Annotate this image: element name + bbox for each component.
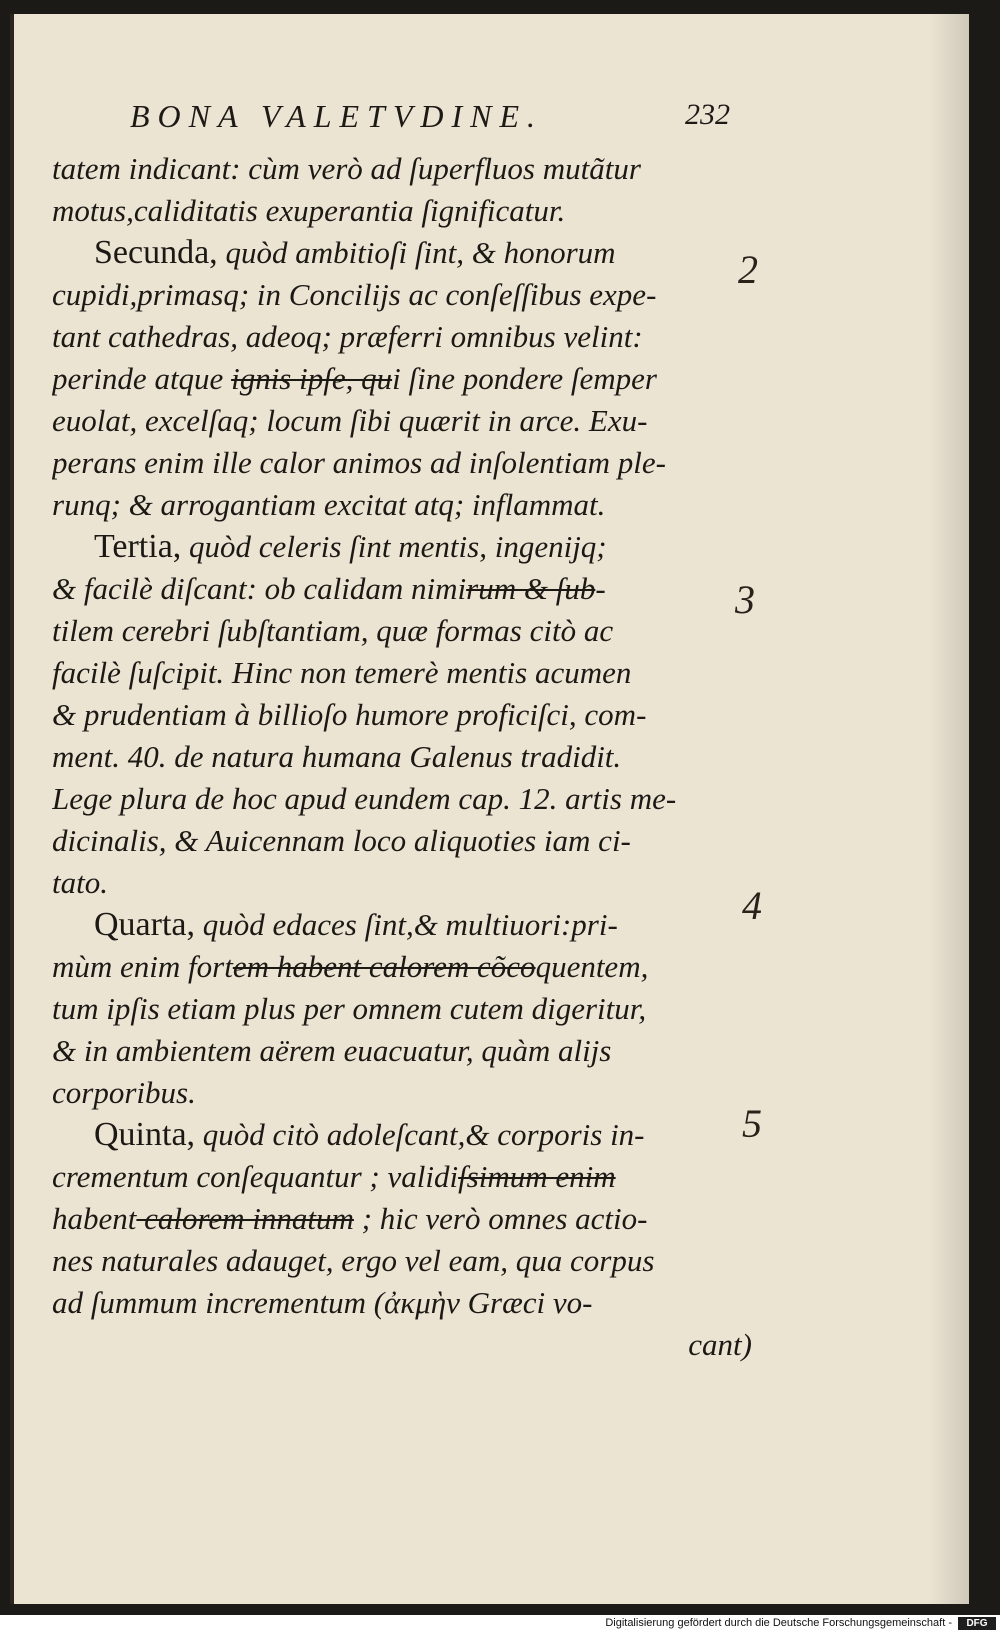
text-line [52, 148, 752, 190]
struck-text: rum & ſub [466, 571, 596, 606]
page-number: 232 [685, 98, 730, 131]
running-head: BONA VALETVDINE. [130, 98, 544, 134]
text-line [52, 316, 752, 358]
line-text: runq; & arrogantiam excitat atq; inflammat. [52, 487, 606, 522]
text-line [52, 442, 752, 484]
line-text: i ſine pondere ſemper [392, 361, 657, 396]
dfg-logo: DFG [958, 1617, 996, 1630]
line-text: tant cathedras, adeoq; præferri omnibus velint: [52, 319, 643, 354]
line-text: euolat, excelſaq; locum ſibi quærit in arce. Exu- [52, 403, 648, 438]
section-lead-word: Secunda, [94, 234, 218, 271]
struck-text: em habent calorem cõco [232, 949, 536, 984]
text-line [52, 1282, 752, 1324]
line-text: motus,caliditatis exuperantia ſignificatur. [52, 193, 566, 228]
text-line [52, 526, 752, 568]
line-text: cant) [688, 1327, 752, 1362]
line-text: ; hic verò omnes actio- [353, 1201, 648, 1236]
text-line [52, 904, 752, 946]
line-text: quòd celeris ſint mentis, ingenijq; [181, 529, 607, 564]
line-text: dicinalis, & Auicennam loco aliquoties iam ci- [52, 823, 631, 858]
text-line [52, 190, 752, 232]
text-line [52, 652, 752, 694]
text-line [52, 1114, 752, 1156]
footer-credit: Digitalisierung gefördert durch die Deutsche Forschungsgemeinschaft - [605, 1617, 952, 1629]
line-text: habent [52, 1201, 137, 1236]
line-text: tum ipſis etiam plus per omnem cutem digeritur, [52, 991, 647, 1026]
text-line [52, 988, 752, 1030]
line-text: mùm enim fort [52, 949, 233, 984]
line-text: quòd ambitioſi ſint, & honorum [217, 235, 616, 270]
line-text: perans enim ille calor animos ad inſolentiam ple- [52, 445, 666, 480]
line-text: & facilè diſcant: ob calidam nimi [52, 571, 467, 606]
text-line [52, 946, 752, 988]
line-text: & prudentiam à billioſo humore proficiſci, com- [52, 697, 647, 732]
margin-note-2: 2 [738, 247, 758, 292]
margin-note-4: 4 [742, 883, 762, 928]
text-line [52, 778, 752, 820]
line-text: - [595, 571, 606, 606]
text-line [52, 232, 752, 274]
line-text: Lege plura de hoc apud eundem cap. 12. artis me- [52, 781, 677, 816]
line-text: ment. 40. de natura humana Galenus tradidit. [52, 739, 622, 774]
text-line [52, 1030, 752, 1072]
section-lead-word: Quarta, [94, 906, 196, 943]
struck-text: ſsimum enim [458, 1159, 616, 1194]
line-text: & in ambientem aërem euacuatur, quàm alijs [52, 1033, 612, 1068]
text-line [52, 610, 752, 652]
text-line [52, 694, 752, 736]
page-header [130, 98, 730, 138]
line-text: corporibus. [52, 1075, 196, 1110]
margin-note-3: 3 [735, 577, 755, 622]
text-line [52, 1324, 752, 1366]
line-text: perinde atque [52, 361, 232, 396]
text-line [52, 736, 752, 778]
line-text: tilem cerebri ſubſtantiam, quæ formas citò ac [52, 613, 614, 648]
text-line [52, 1198, 752, 1240]
line-text: facilè ſuſcipit. Hinc non temerè mentis acumen [52, 655, 632, 690]
line-text: quòd citò adoleſcant,& corporis in- [195, 1117, 645, 1152]
text-line [52, 1240, 752, 1282]
text-line [52, 820, 752, 862]
struck-text: calorem innatum [136, 1201, 354, 1236]
text-line [52, 862, 752, 904]
line-text: tato. [52, 865, 108, 900]
text-line [52, 274, 752, 316]
margin-note-5: 5 [742, 1101, 762, 1146]
text-line [52, 400, 752, 442]
line-text: tatem indicant: cùm verò ad ſuperfluos mutãtur [52, 151, 641, 186]
line-text: crementum conſequantur ; validi [52, 1159, 459, 1194]
section-lead-word: Quinta, [94, 1116, 196, 1153]
line-text: nes naturales adauget, ergo vel eam, qua corpus [52, 1243, 655, 1278]
text-line [52, 358, 752, 400]
line-text: quentem, [535, 949, 649, 984]
text-line [52, 484, 752, 526]
struck-text: ignis ipſe, qu [231, 361, 393, 396]
body-text [52, 148, 752, 1366]
text-line [52, 568, 752, 610]
section-lead-word: Tertia, [94, 528, 182, 565]
text-line [52, 1156, 752, 1198]
line-text: quòd edaces ſint,& multiuori:pri- [195, 907, 618, 942]
line-text: cupidi,primasq; in Concilijs ac conſeſſibus expe- [52, 277, 657, 312]
line-text: ad ſummum incrementum (ἀκμὴν Græci vo- [52, 1285, 593, 1320]
text-line [52, 1072, 752, 1114]
